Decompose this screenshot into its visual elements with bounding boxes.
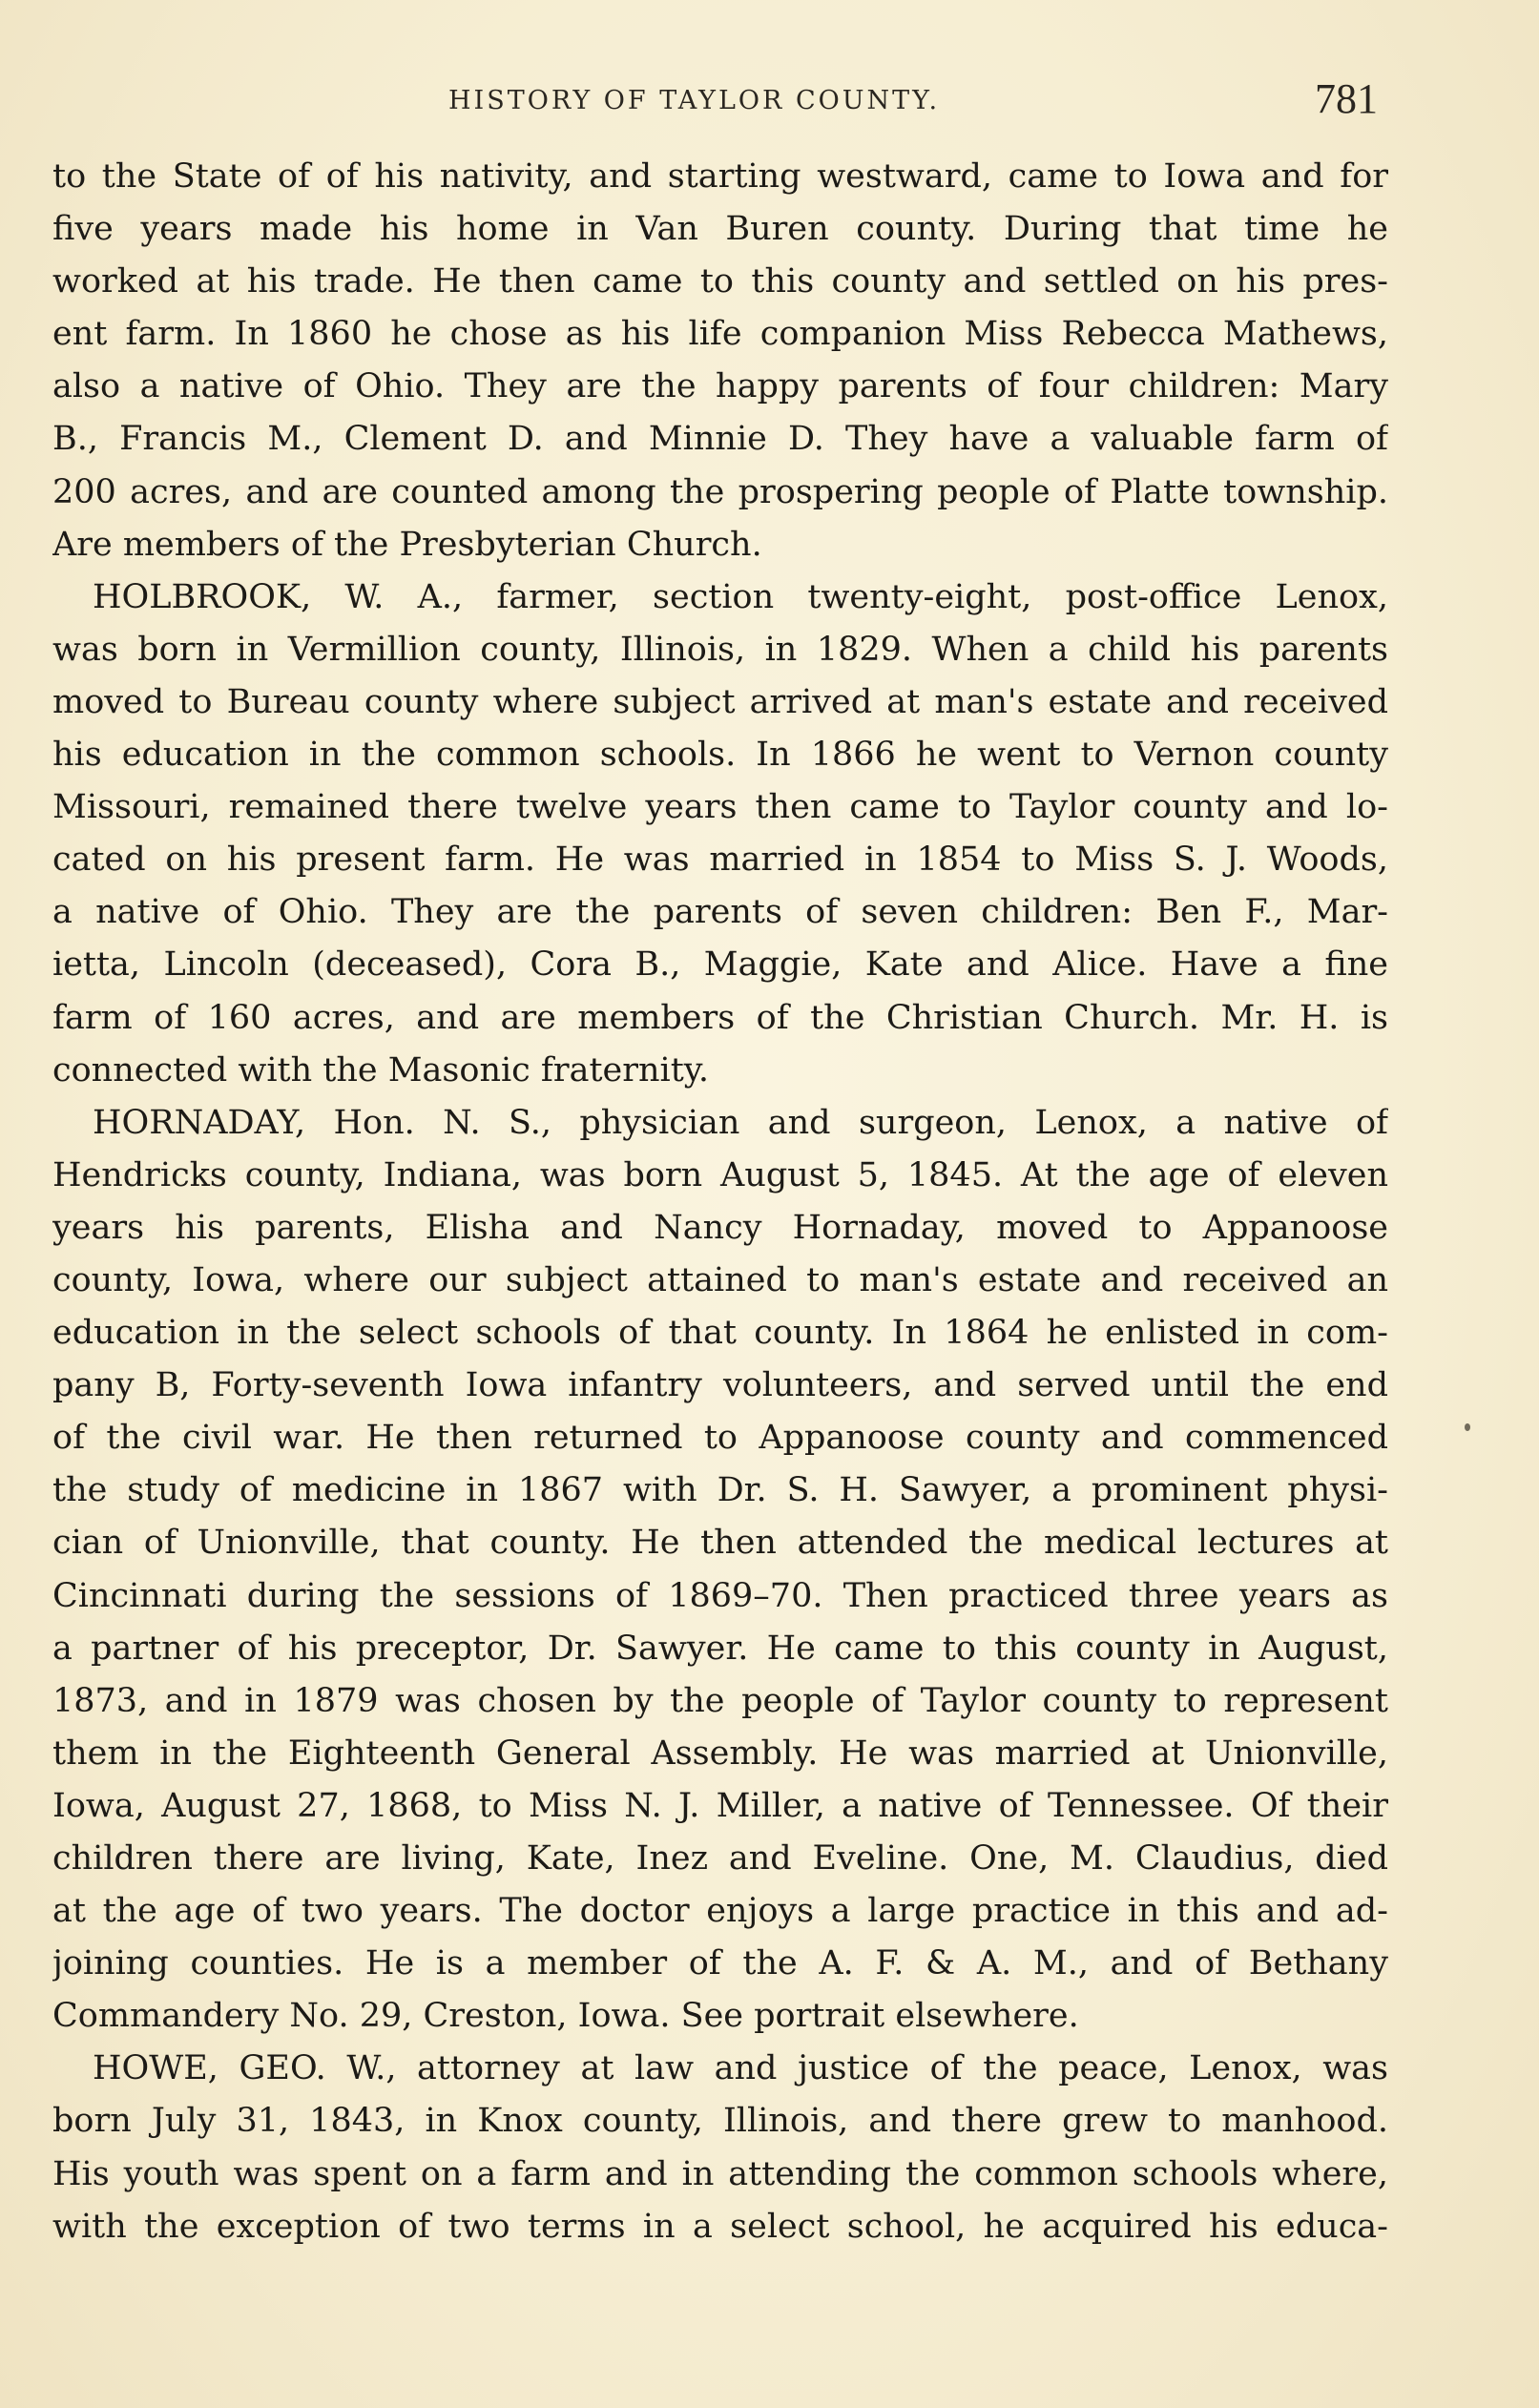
text-line: ent farm. In 1860 he chose as his life companion Miss Rebecca Mathews, xyxy=(52,315,1388,354)
text-line: also a native of Ohio. They are the happy parents of four children: Mary xyxy=(52,367,1388,406)
text-line: a native of Ohio. They are the parents of seven children: Ben F., Mar- xyxy=(52,893,1388,932)
text-line: the study of medicine in 1867 with Dr. S. H. Sawyer, a prominent physi- xyxy=(52,1471,1388,1510)
text-line: farm of 160 acres, and are members of the Christian Church. Mr. H. is xyxy=(52,998,1388,1037)
text-line: B., Francis M., Clement D. and Minnie D. They have a valuable farm of xyxy=(52,420,1388,459)
ink-speck xyxy=(1465,1423,1470,1431)
text-line: his education in the common schools. In 1866 he went to Vernon county xyxy=(52,736,1388,775)
text-line: cian of Unionville, that county. He then attended the medical lectures at xyxy=(52,1524,1388,1563)
text-line: pany B, Forty-seventh Iowa infantry volunteers, and served until the end xyxy=(52,1366,1388,1405)
text-line: years his parents, Elisha and Nancy Hornaday, moved to Appanoose xyxy=(52,1208,1388,1247)
text-line: at the age of two years. The doctor enjoys a large practice in this and ad- xyxy=(52,1892,1388,1931)
text-line: five years made his home in Van Buren county. During that time he xyxy=(52,210,1388,249)
page-number: 781 xyxy=(1315,75,1378,122)
text-line: His youth was spent on a farm and in attending the common schools where, xyxy=(52,2154,1388,2193)
text-line: 200 acres, and are counted among the prospering people of Platte township. xyxy=(52,472,1388,511)
text-line: Iowa, August 27, 1868, to Miss N. J. Miller, a native of Tennessee. Of their xyxy=(52,1786,1388,1825)
text-line: cated on his present farm. He was married in 1854 to Miss S. J. Woods, xyxy=(52,841,1388,880)
text-line: to the State of of his nativity, and starting westward, came to Iowa and for xyxy=(52,157,1388,196)
text-line: born July 31, 1843, in Knox county, Illinois, and there grew to manhood. xyxy=(52,2102,1388,2141)
text-line: children there are living, Kate, Inez and Eveline. One, M. Claudius, died xyxy=(52,1839,1388,1878)
running-head: HISTORY OF TAYLOR COUNTY. xyxy=(448,86,941,115)
text-line: moved to Bureau county where subject arrived at man's estate and received xyxy=(52,682,1388,721)
text-line: HOLBROOK, W. A., farmer, section twenty-eight, post-office Lenox, xyxy=(93,577,1388,616)
text-line: them in the Eighteenth General Assembly. He was married at Unionville, xyxy=(52,1733,1388,1773)
text-line: Are members of the Presbyterian Church. xyxy=(52,525,762,564)
text-line: connected with the Masonic fraternity. xyxy=(52,1050,710,1090)
text-line: HORNADAY, Hon. N. S., physician and surgeon, Lenox, a native of xyxy=(93,1103,1388,1142)
text-line: of the civil war. He then returned to Appanoose county and commenced xyxy=(52,1419,1388,1458)
text-line: education in the select schools of that county. In 1864 he enlisted in com- xyxy=(52,1314,1388,1353)
text-line: 1873, and in 1879 was chosen by the people of Taylor county to represent xyxy=(52,1681,1388,1720)
text-line: Commandery No. 29, Creston, Iowa. See portrait elsewhere. xyxy=(52,1997,1079,2036)
text-line: county, Iowa, where our subject attained to man's estate and received an xyxy=(52,1260,1388,1299)
text-line: with the exception of two terms in a select school, he acquired his educa- xyxy=(52,2207,1388,2246)
page-header xyxy=(0,74,1539,132)
text-line: joining counties. He is a member of the A. F. & A. M., and of Bethany xyxy=(52,1944,1388,1983)
text-line: Missouri, remained there twelve years then came to Taylor county and lo- xyxy=(52,788,1388,827)
text-line: a partner of his preceptor, Dr. Sawyer. He came to this county in August, xyxy=(52,1629,1388,1668)
text-line: Hendricks county, Indiana, was born August 5, 1845. At the age of eleven xyxy=(52,1155,1388,1194)
text-line: Cincinnati during the sessions of 1869–70. Then practiced three years as xyxy=(52,1576,1388,1615)
text-line: was born in Vermillion county, Illinois, in 1829. When a child his parents xyxy=(52,630,1388,669)
text-line: HOWE, GEO. W., attorney at law and justice of the peace, Lenox, was xyxy=(93,2049,1388,2088)
text-line: ietta, Lincoln (deceased), Cora B., Maggie, Kate and Alice. Have a fine xyxy=(52,945,1388,985)
text-line: worked at his trade. He then came to this county and settled on his pres- xyxy=(52,262,1388,301)
body-text xyxy=(52,151,1388,2253)
